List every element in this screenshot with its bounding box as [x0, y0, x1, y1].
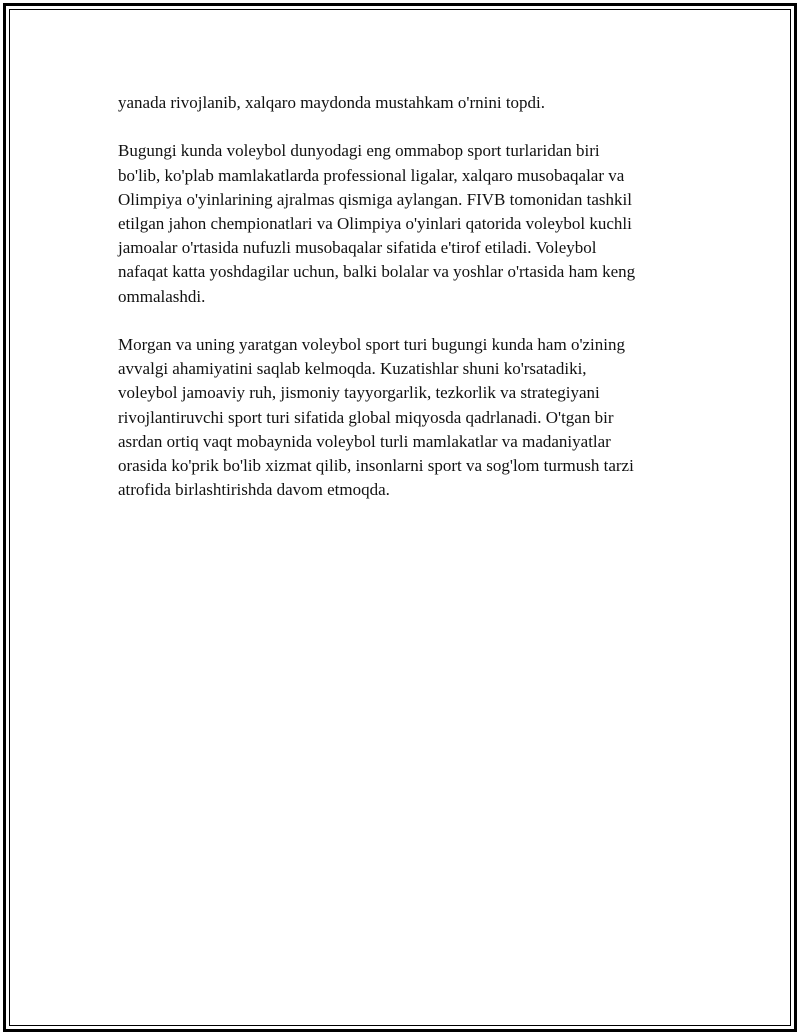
document-body — [118, 91, 698, 527]
paragraph-morgan-legacy: Morgan va uning yaratgan voleybol sport turi bugungi kunda ham o'zining avvalgi ahamiyatini saqlab kelmoqda. Kuzatishlar shuni ko'rsatadiki, voleybol jamoaviy ruh, jismoniy tayyorgarlik, tezkorlik va strategiyani rivojlantiruvchi sport turi sifatida global miqyosda qadrlanadi. O'tgan bir asrdan ortiq vaqt mobaynida voleybol turli mamlakatlar va madaniyatlar orasida ko'prik bo'lib xizmat qilib, insonlarni sport va sog'lom turmush tarzi atrofida birlashtirishda davom etmoqda. — [118, 335, 634, 500]
paragraph-volleyball-today: Bugungi kunda voleybol dunyodagi eng ommabop sport turlaridan biri bo'lib, ko'plab mamlakatlarda professional ligalar, xalqaro musobaqalar va Olimpiya o'yinlarining ajralmas qismiga aylangan. FIVB tomonidan tashkil etilgan jahon chempionatlari va Olimpiya o'yinlari qatorida voleybol kuchli jamoalar o'rtasida nufuzli musobaqalar sifatida e'tirof etiladi. Voleybol nafaqat katta yoshdagilar uchun, balki bolalar va yoshlar o'rtasida ham keng ommalashdi. — [118, 141, 636, 306]
paragraph-continuation: yanada rivojlanib, xalqaro maydonda mustahkam o'rnini topdi. — [118, 93, 546, 112]
